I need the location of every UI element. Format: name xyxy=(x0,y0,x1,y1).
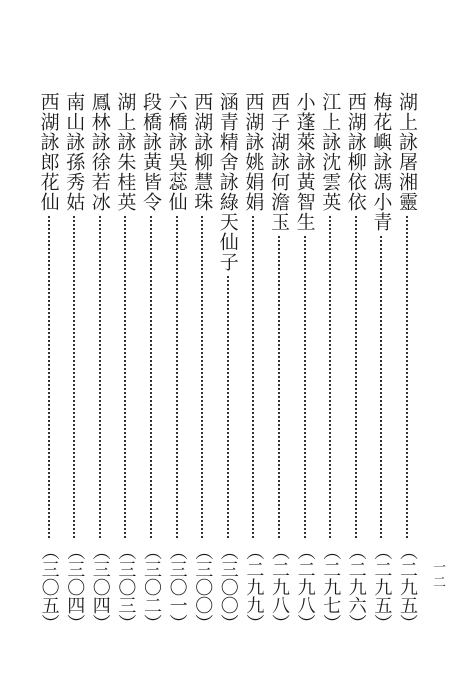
dot-leader xyxy=(329,216,331,538)
dot-leader xyxy=(176,216,178,538)
toc-title: 西湖詠柳依依 xyxy=(344,92,367,212)
toc-page-ref: （二九五） xyxy=(397,542,418,632)
dot-leader xyxy=(252,216,254,538)
dot-leader xyxy=(304,236,306,538)
dot-leader xyxy=(124,216,126,538)
toc-page-ref: （二九五） xyxy=(371,542,393,632)
page-number: 一二 xyxy=(430,560,445,590)
toc-title: 鳳林詠徐若冰 xyxy=(88,92,111,212)
toc-title: 西湖詠姚娟娟 xyxy=(242,92,265,212)
toc-title: 南山詠孫秀姑 xyxy=(63,92,86,212)
toc-title: 小蓬萊詠黃智生 xyxy=(293,92,316,232)
toc-title: 江上詠沈雲英 xyxy=(319,92,342,212)
toc-title: 涵青精舍詠綠天仙子 xyxy=(216,92,239,272)
toc-title: 段橋詠黃皆令 xyxy=(140,92,162,212)
toc-entry xyxy=(345,92,367,632)
dot-leader xyxy=(406,216,408,538)
toc-title: 西湖詠柳慧珠 xyxy=(191,92,214,212)
toc-title: 湖上詠朱桂英 xyxy=(114,92,137,212)
dot-leader xyxy=(380,236,382,538)
dot-leader xyxy=(278,236,280,538)
dot-leader xyxy=(150,216,152,538)
toc-page-ref: （三〇〇） xyxy=(217,542,239,632)
toc-entry xyxy=(89,92,111,632)
toc-entry xyxy=(319,92,341,632)
toc-entry xyxy=(38,92,60,632)
toc-entry xyxy=(268,92,290,632)
toc-entry xyxy=(191,92,213,632)
toc-page-ref: （三〇三） xyxy=(115,542,137,632)
toc-entry xyxy=(294,92,316,632)
toc-entry xyxy=(370,92,392,632)
toc-entry xyxy=(140,92,162,632)
dot-leader xyxy=(99,216,101,538)
dot-leader xyxy=(201,216,203,538)
toc-title: 西子湖詠何澹玉 xyxy=(268,92,290,232)
toc-title: 湖上詠屠湘靈 xyxy=(396,92,418,212)
dot-leader xyxy=(227,276,229,538)
toc-page-ref: （二九八） xyxy=(294,542,316,632)
dot-leader xyxy=(355,216,357,538)
toc-title: 六橋詠吳蕊仙 xyxy=(165,92,188,212)
toc-page-ref: （二九九） xyxy=(243,542,265,632)
toc-page-ref: （三〇四） xyxy=(89,542,111,632)
toc-page-ref: （二九八） xyxy=(269,542,290,632)
toc-page-ref: （三〇一） xyxy=(166,542,188,632)
toc-entry xyxy=(242,92,264,632)
toc-entry xyxy=(217,92,239,632)
toc-page-ref: （三〇二） xyxy=(141,542,162,632)
toc-title: 西湖詠郎花仙 xyxy=(37,92,60,212)
toc-entry xyxy=(114,92,136,632)
dot-leader xyxy=(73,216,75,538)
toc-page-ref: （三〇〇） xyxy=(192,542,214,632)
toc-page-ref: （三〇四） xyxy=(64,542,86,632)
toc-page-ref: （二九六） xyxy=(345,542,367,632)
dot-leader xyxy=(48,216,50,538)
toc-page-ref: （三〇五） xyxy=(38,542,60,632)
toc-entry xyxy=(166,92,188,632)
toc-entry xyxy=(63,92,85,632)
toc-title: 梅花嶼詠馮小青 xyxy=(370,92,393,232)
toc-page-ref: （二九七） xyxy=(320,542,342,632)
toc-entry xyxy=(396,92,418,632)
